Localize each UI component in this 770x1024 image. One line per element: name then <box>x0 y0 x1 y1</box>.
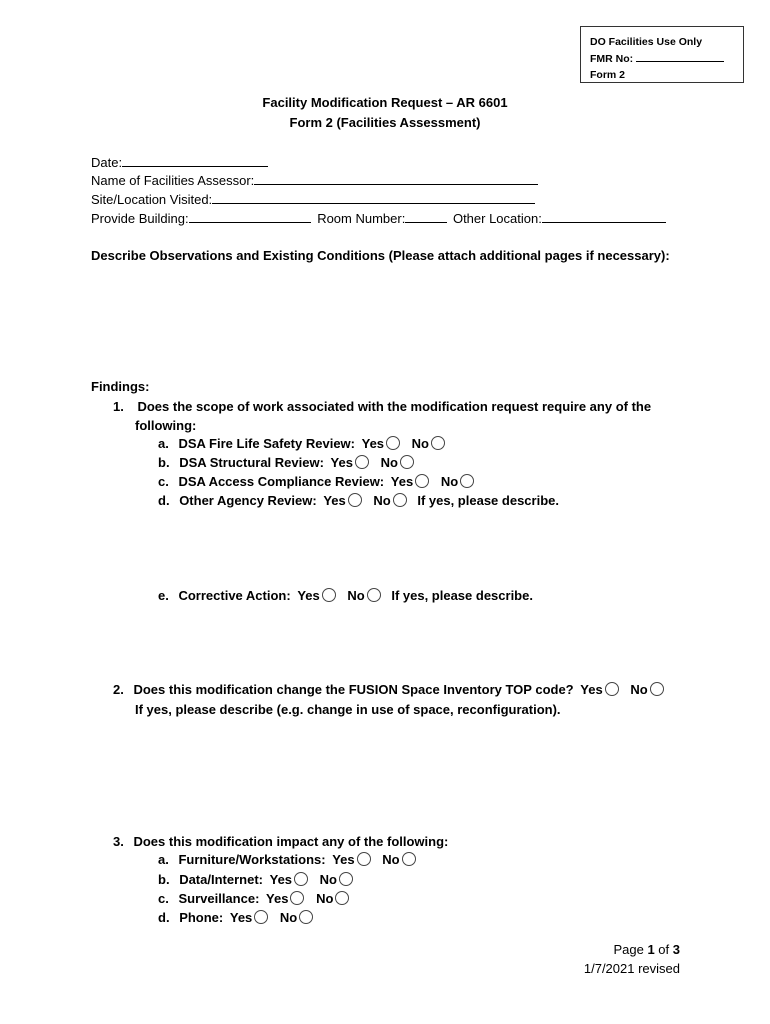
no-radio[interactable] <box>299 910 313 924</box>
item-label: Data/Internet: <box>179 872 263 887</box>
office-use-box <box>580 26 744 83</box>
no-radio[interactable] <box>431 436 445 450</box>
yes-radio[interactable] <box>290 891 304 905</box>
yes-radio[interactable] <box>605 682 619 696</box>
yes-radio[interactable] <box>415 474 429 488</box>
observations-heading: Describe Observations and Existing Conditions (Please attach additional pages if necessary): <box>91 248 670 263</box>
q1-question-line1: Does the scope of work associated with the modification request require any of the <box>137 399 652 414</box>
item-letter: a. <box>158 852 169 867</box>
site-row <box>91 190 535 207</box>
yes-label: Yes <box>297 588 320 603</box>
no-label: No <box>630 682 648 697</box>
other-location-field[interactable] <box>542 209 666 223</box>
date-row <box>91 153 268 170</box>
yes-label: Yes <box>361 436 385 451</box>
no-radio[interactable] <box>400 455 414 469</box>
fmr-number-label: FMR No: <box>590 53 634 65</box>
date-field[interactable] <box>122 153 268 167</box>
no-radio[interactable] <box>393 493 407 507</box>
item-letter: b. <box>158 455 170 470</box>
describe-note: If yes, please describe. <box>391 588 533 603</box>
q1-item-b <box>158 455 417 470</box>
no-radio[interactable] <box>339 872 353 886</box>
q2-text <box>113 682 667 697</box>
no-label: No <box>382 852 400 867</box>
room-field[interactable] <box>405 209 447 223</box>
no-label: No <box>319 872 337 887</box>
q1-item-e <box>158 588 533 603</box>
no-radio[interactable] <box>335 891 349 905</box>
other-agency-description[interactable] <box>158 513 678 583</box>
item-letter: c. <box>158 891 169 906</box>
item-letter: b. <box>158 872 170 887</box>
item-letter: d. <box>158 493 170 508</box>
item-label: DSA Structural Review: <box>179 455 324 470</box>
site-label: Site/Location Visited: <box>91 192 213 207</box>
page-of: of <box>658 942 670 957</box>
q1-question-line2: following: <box>135 418 197 433</box>
q3-item-b <box>158 872 356 887</box>
item-letter: d. <box>158 910 170 925</box>
yes-radio[interactable] <box>355 455 369 469</box>
form-number-label: Form 2 <box>590 69 626 81</box>
no-label: No <box>440 474 459 489</box>
yes-radio[interactable] <box>254 910 268 924</box>
page-number <box>613 942 680 957</box>
item-letter: e. <box>158 588 169 603</box>
no-label: No <box>411 436 429 451</box>
q1-item-d <box>158 493 559 508</box>
q2-description[interactable] <box>135 722 680 822</box>
q3-item-c <box>158 891 352 906</box>
item-letter: c. <box>158 474 169 489</box>
observations-area[interactable] <box>91 268 681 368</box>
form-title: Facility Modification Request – AR 6601 <box>262 95 508 110</box>
q1-item-a <box>158 436 448 451</box>
no-label: No <box>316 891 334 906</box>
yes-label: Yes <box>330 455 353 470</box>
room-label: Room Number: <box>317 211 406 226</box>
yes-radio[interactable] <box>322 588 336 602</box>
no-label: No <box>380 455 398 470</box>
page-total: 3 <box>672 942 680 957</box>
describe-note: If yes, please describe. <box>417 493 559 508</box>
site-field[interactable] <box>212 190 535 204</box>
form-subtitle: Form 2 (Facilities Assessment) <box>289 115 481 130</box>
item-label: Other Agency Review: <box>179 493 317 508</box>
page-prefix: Page <box>613 942 644 957</box>
no-label: No <box>347 588 365 603</box>
building-label: Provide Building: <box>91 211 189 226</box>
item-label: Surveillance: <box>178 891 260 906</box>
yes-radio[interactable] <box>386 436 400 450</box>
no-radio[interactable] <box>460 474 474 488</box>
findings-heading: Findings: <box>91 379 150 394</box>
no-radio[interactable] <box>650 682 664 696</box>
yes-label: Yes <box>269 872 293 887</box>
building-field[interactable] <box>189 209 311 223</box>
revision-date: 1/7/2021 revised <box>583 961 680 976</box>
q1-item-c <box>158 474 477 489</box>
yes-label: Yes <box>229 910 253 925</box>
assessor-field[interactable] <box>254 171 538 185</box>
office-use-label: DO Facilities Use Only <box>590 36 703 48</box>
q3-text <box>113 834 448 849</box>
item-label: Furniture/Workstations: <box>178 852 326 867</box>
fmr-number-row <box>590 50 743 67</box>
no-label: No <box>279 910 298 925</box>
assessor-label: Name of Facilities Assessor: <box>91 173 255 188</box>
q1-number: 1. <box>113 399 124 414</box>
yes-label: Yes <box>323 493 346 508</box>
yes-radio[interactable] <box>348 493 362 507</box>
yes-label: Yes <box>580 682 603 697</box>
q3-number: 3. <box>113 834 124 849</box>
q3-item-a <box>158 852 419 867</box>
yes-label: Yes <box>332 852 355 867</box>
item-label: Corrective Action: <box>178 588 291 603</box>
date-label: Date: <box>91 155 123 170</box>
yes-radio[interactable] <box>294 872 308 886</box>
yes-radio[interactable] <box>357 852 371 866</box>
no-radio[interactable] <box>402 852 416 866</box>
q2-describe-line: If yes, please describe (e.g. change in use of space, reconfiguration). <box>135 702 561 717</box>
page-current: 1 <box>647 942 655 957</box>
other-location-label: Other Location: <box>452 211 542 226</box>
yes-label: Yes <box>390 474 414 489</box>
item-label: Phone: <box>179 910 224 925</box>
yes-label: Yes <box>266 891 289 906</box>
item-label: DSA Access Compliance Review: <box>178 474 385 489</box>
q3-item-d <box>158 910 316 925</box>
assessor-row <box>91 171 538 188</box>
building-row <box>91 209 666 226</box>
q1-text <box>113 399 651 414</box>
item-letter: a. <box>158 436 169 451</box>
q2-number: 2. <box>113 682 124 697</box>
q3-question: Does this modification impact any of the following: <box>133 834 449 849</box>
item-label: DSA Fire Life Safety Review: <box>178 436 355 451</box>
no-label: No <box>373 493 391 508</box>
corrective-action-description[interactable] <box>158 608 678 678</box>
q2-question: Does this modification change the FUSION Space Inventory TOP code? <box>133 682 574 697</box>
no-radio[interactable] <box>367 588 381 602</box>
fmr-number-field[interactable] <box>636 50 724 62</box>
